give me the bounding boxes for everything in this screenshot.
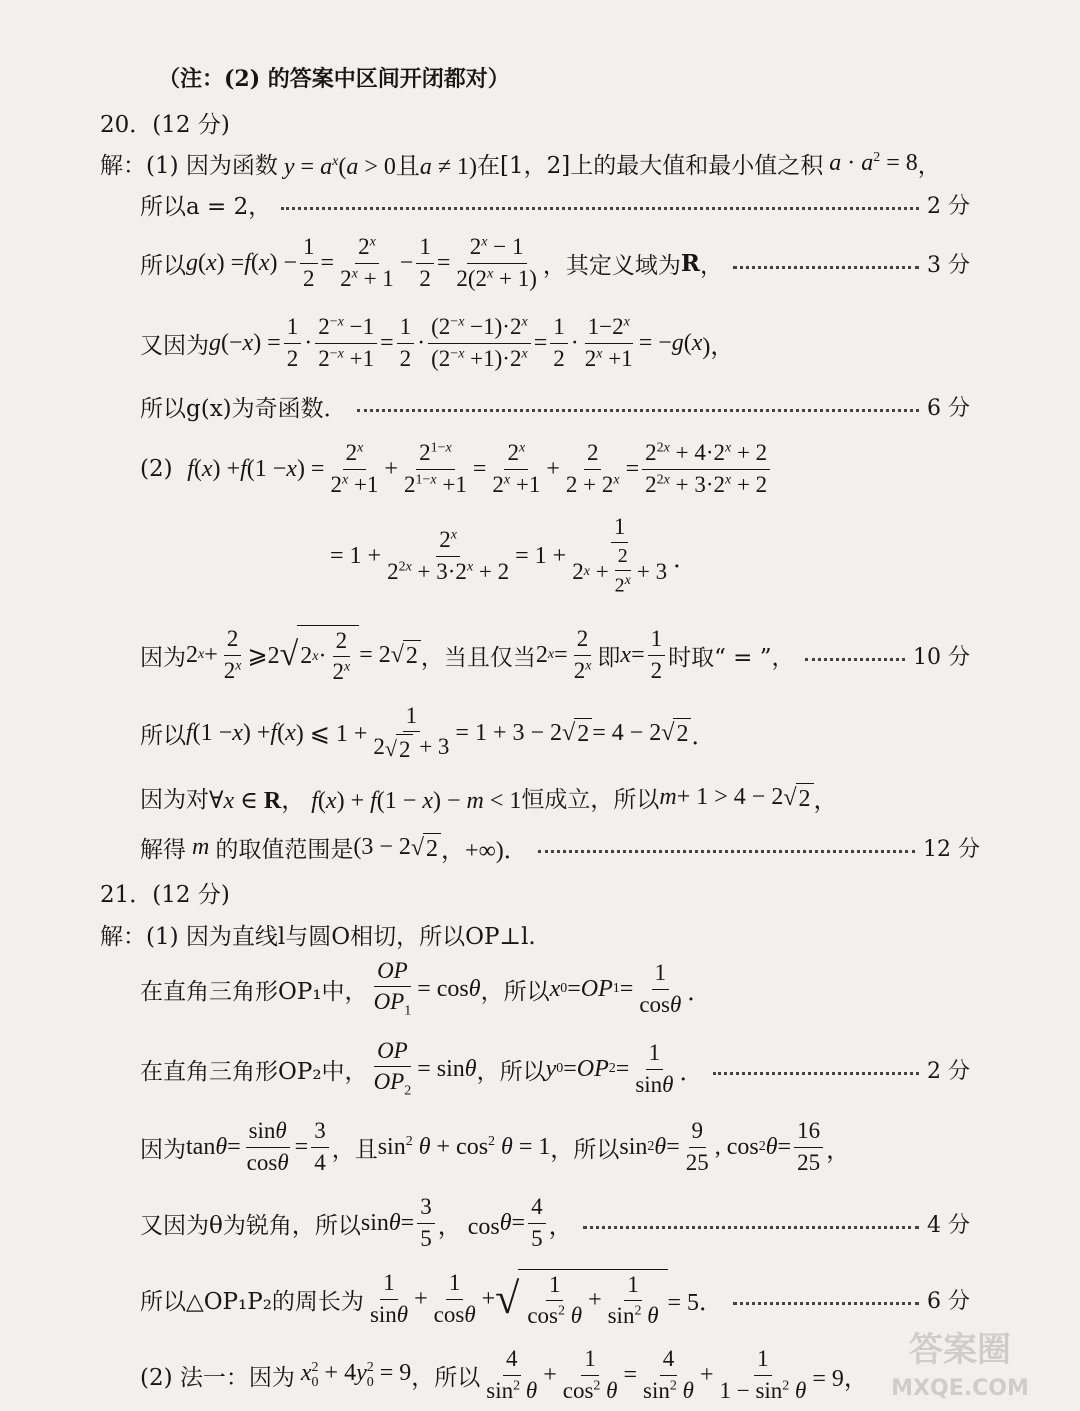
q20-part1-label: 解：(1) 因为函数 xyxy=(100,153,278,179)
q21-l3-pre: 在直角三角形OP₂中， xyxy=(140,1058,368,1085)
q20-header xyxy=(100,106,230,139)
q20-odd-proof: g (− x ) = $\frac{1}{2}$ · $\frac{2^{-x} -1}{2^{-x} +1}$ = $\frac{1}{2}$ · $\frac{(2^{-x} -1)\cdot 2^x}{(2^{-x} +1)\cdot 2^x}$ = $\frac{1}{2}$ · $\frac{1-2^x}{2^x +1}$ = − g ( x )， xyxy=(209,314,735,371)
q20-l8-pre: 因为 xyxy=(140,644,186,671)
q20-product: $a \cdot a^2 = 8$ xyxy=(829,150,918,176)
q20-sum-expr: f ( x ) + f (1 − x ) = $\frac{2^x}{2^x +1}$ + $\frac{2^{1-x}}{2^{1-x} +1}$ = $\frac{2^x}{2^x +1}$ + $\frac{2}{2 + 2^x}$ = $\frac{2^{2x} + 4\cdot 2^x + 2}{2^{2x} + 3\cdot 2^x + 2}$ xyxy=(187,440,773,498)
q21-l2-mid: ，所以 xyxy=(480,978,550,1005)
q20-part2-label: (2) xyxy=(140,456,173,482)
q20-gx-def: g ( x ) = f ( x ) − $\frac{1}{2}$ = $\frac{2^x}{2^x + 1}$ − $\frac{1}{2}$ = $\frac{2^x - 1}{2(2^x + 1)}$ xyxy=(186,234,537,291)
q20-domain-text: ，其定义域为 xyxy=(542,252,681,279)
q21-line-4 xyxy=(140,1116,850,1178)
q21-ellipse: $x_0^2 + 4y_0^2 = 9$ xyxy=(300,1359,412,1390)
q20-simplify: = 1 + $\frac{2^x}{2^{2x} + 3\cdot 2^x + 2}$ = 1 + 1 2 x + $\frac{2}{2^x}$ + 3 ． xyxy=(330,513,698,598)
q20-domain-R: R xyxy=(680,249,701,277)
score-3: 3 分 xyxy=(927,252,970,278)
leader-dots xyxy=(281,207,919,210)
q21-l6-pre: 所以△OP₁P₂的周长为 xyxy=(140,1288,364,1315)
q20-line-2 xyxy=(140,188,970,221)
q21-sin-ratio: $\frac{OP}{OP_2}$ = sin θ xyxy=(373,1037,477,1099)
note-line xyxy=(158,62,510,93)
q20-m-var: m xyxy=(186,834,216,860)
q21-x0: x 0 = OP 1 = $\frac{1}{\cos\theta}$ ． xyxy=(549,960,712,1017)
q20-l10-mid: 恒成立，所以 xyxy=(521,787,660,813)
q20-line-3 xyxy=(140,232,970,294)
score-2: 2 分 xyxy=(927,1058,970,1084)
q21-tangent: 解：(1) 因为直线l与圆O相切，所以OP⊥l. xyxy=(100,924,536,950)
q20-equality-cond: 2 x = $\frac{2}{2^x}$ xyxy=(535,626,592,683)
q20-l4-pre: 又因为 xyxy=(140,332,209,359)
leader-dots xyxy=(733,1302,919,1305)
q20-amgm: 2 x + $\frac{2}{2^x}$ ⩾2 √ 2 x · $\frac{2}{2^x}$ = 2 √ 2 xyxy=(186,625,421,686)
q21-line-2 xyxy=(140,958,711,1020)
leader-dots xyxy=(357,409,919,412)
q20-line-6 xyxy=(140,436,773,502)
q21-header xyxy=(100,876,230,909)
leader-dots xyxy=(805,658,905,661)
q21-l2-pre: 在直角三角形OP₁中， xyxy=(140,978,368,1005)
q20-l8-mid: ，当且仅当 xyxy=(420,644,536,671)
q21-method1: $\frac{4}{\sin^2 \theta}$ + $\frac{1}{\cos^2 \theta}$ = $\frac{4}{\sin^2 \theta}$ + $\frac{1}{1 - \sin^2 \theta}$ = 9， xyxy=(486,1346,868,1403)
score-12: 12 分 xyxy=(923,837,980,862)
q20-line-7 xyxy=(330,512,697,600)
q20-a-equals: 所以a = 2， xyxy=(140,194,272,220)
q20-line-4 xyxy=(140,312,734,374)
q21-perimeter: $\frac{1}{\sin\theta}$ + $\frac{1}{\cos\theta}$ + √ $\frac{1}{\cos^2 \theta}$ + $\frac{1}{\sin^2 \theta}$ = 5． xyxy=(369,1270,724,1328)
q21-line-1 xyxy=(100,918,536,951)
q21-y0: y 0 = OP 2 = $\frac{1}{\sin\theta}$ ． xyxy=(545,1040,704,1097)
q20-m-range: (3 − 2 √ 2 ，+∞)． xyxy=(353,834,528,864)
q20-l8-end: 时取“ = ”， xyxy=(668,644,795,671)
q20-l10-pre: 因为对 xyxy=(140,787,209,813)
q20-l11-pre: 解得 xyxy=(140,837,186,863)
leader-dots xyxy=(733,266,919,269)
q20-header-text: 20．(12 分) xyxy=(100,112,230,138)
q20-line-10 xyxy=(140,780,838,815)
q21-l3-mid: ，所以 xyxy=(476,1058,546,1085)
q21-l4-mid2: ，所以 xyxy=(550,1136,620,1163)
q20-bound: f (1 − x ) + f ( x ) ⩽ 1 + 1 2 √ 2 + 3 = 1 + 3 − 2 √ 2 = 4 − 2 √ 2 ． xyxy=(186,702,716,762)
watermark-text: MXQE.COM xyxy=(891,1376,1029,1401)
leader-dots xyxy=(538,850,915,853)
leader-dots xyxy=(713,1072,919,1075)
q21-l5-pre: 又因为θ为锐角，所以 xyxy=(140,1212,361,1239)
q21-pythag: $\sin^2 \theta + \cos^2 \theta = 1$ xyxy=(377,1133,551,1160)
q21-sin-cos: sin θ = $\frac{3}{5}$ ， cos θ = $\frac{4}{5}$ ， xyxy=(360,1194,573,1251)
watermark-logo-text: 答案圈 xyxy=(909,1330,1011,1370)
score-6: 6 分 xyxy=(927,1288,970,1314)
q21-line-7 xyxy=(140,1344,868,1406)
q20-forall: ∀x ∈ R， f(x) + f(1 − x) − m < 1 xyxy=(209,788,522,814)
q20-l8-mid2: 即 xyxy=(597,644,621,671)
q21-tan: tan θ = $\frac{\sin\theta}{\cos\theta}$ = $\frac{3}{4}$ xyxy=(186,1118,332,1176)
q21-line-5 xyxy=(140,1192,970,1254)
q20-l11-mid: 的取值范围是 xyxy=(215,837,354,863)
q21-l7-pre: (2) 法一：因为 xyxy=(140,1364,295,1391)
q21-cos-ratio: $\frac{OP}{OP_1}$ = cos θ xyxy=(373,957,481,1019)
q21-l4-mid: ，且 xyxy=(331,1136,378,1163)
note-text: （注：(2) 的答案中区间开闭都对） xyxy=(158,66,510,92)
score-10: 10 分 xyxy=(913,644,970,670)
q21-line-3 xyxy=(140,1038,970,1100)
score-6: 6 分 xyxy=(927,396,970,421)
q20-line-1 xyxy=(100,146,941,181)
q20-line-5 xyxy=(140,390,970,423)
q20-line-11 xyxy=(140,830,980,865)
q21-header-text: 21．(12 分) xyxy=(100,882,230,908)
q20-function-def: $y = a^x(a > 0$且a ≠ 1) xyxy=(283,154,478,180)
q20-l9-pre: 所以 xyxy=(140,722,186,749)
q20-m-ineq: m + 1 > 4 − 2 √ 2 ， xyxy=(659,784,838,814)
q20-line-9 xyxy=(140,702,715,764)
q20-line-8 xyxy=(140,624,970,686)
q21-line-6 xyxy=(140,1266,970,1332)
q21-sq-values: sin 2 θ = $\frac{9}{25}$ , cos 2 θ = $\frac{16}{25}$ ， xyxy=(619,1118,851,1175)
q20-odd-conclusion: 所以g(x)为奇函数． xyxy=(140,396,347,422)
q20-l3-comma: ， xyxy=(700,252,724,279)
q21-l4-pre: 因为 xyxy=(140,1136,186,1163)
watermark-logo xyxy=(870,1323,1050,1403)
q20-line1-end: ， xyxy=(917,153,941,179)
q20-l3-pre: 所以 xyxy=(140,252,186,279)
score-4: 4 分 xyxy=(927,1212,970,1238)
q20-condition: 在[1，2]上的最大值和最小值之积 xyxy=(477,153,824,179)
q21-l7-mid: ，所以 xyxy=(411,1364,481,1391)
leader-dots xyxy=(583,1226,919,1229)
score-2: 2 分 xyxy=(927,194,970,219)
q20-x-half: x = $\frac{1}{2}$ xyxy=(620,626,668,684)
